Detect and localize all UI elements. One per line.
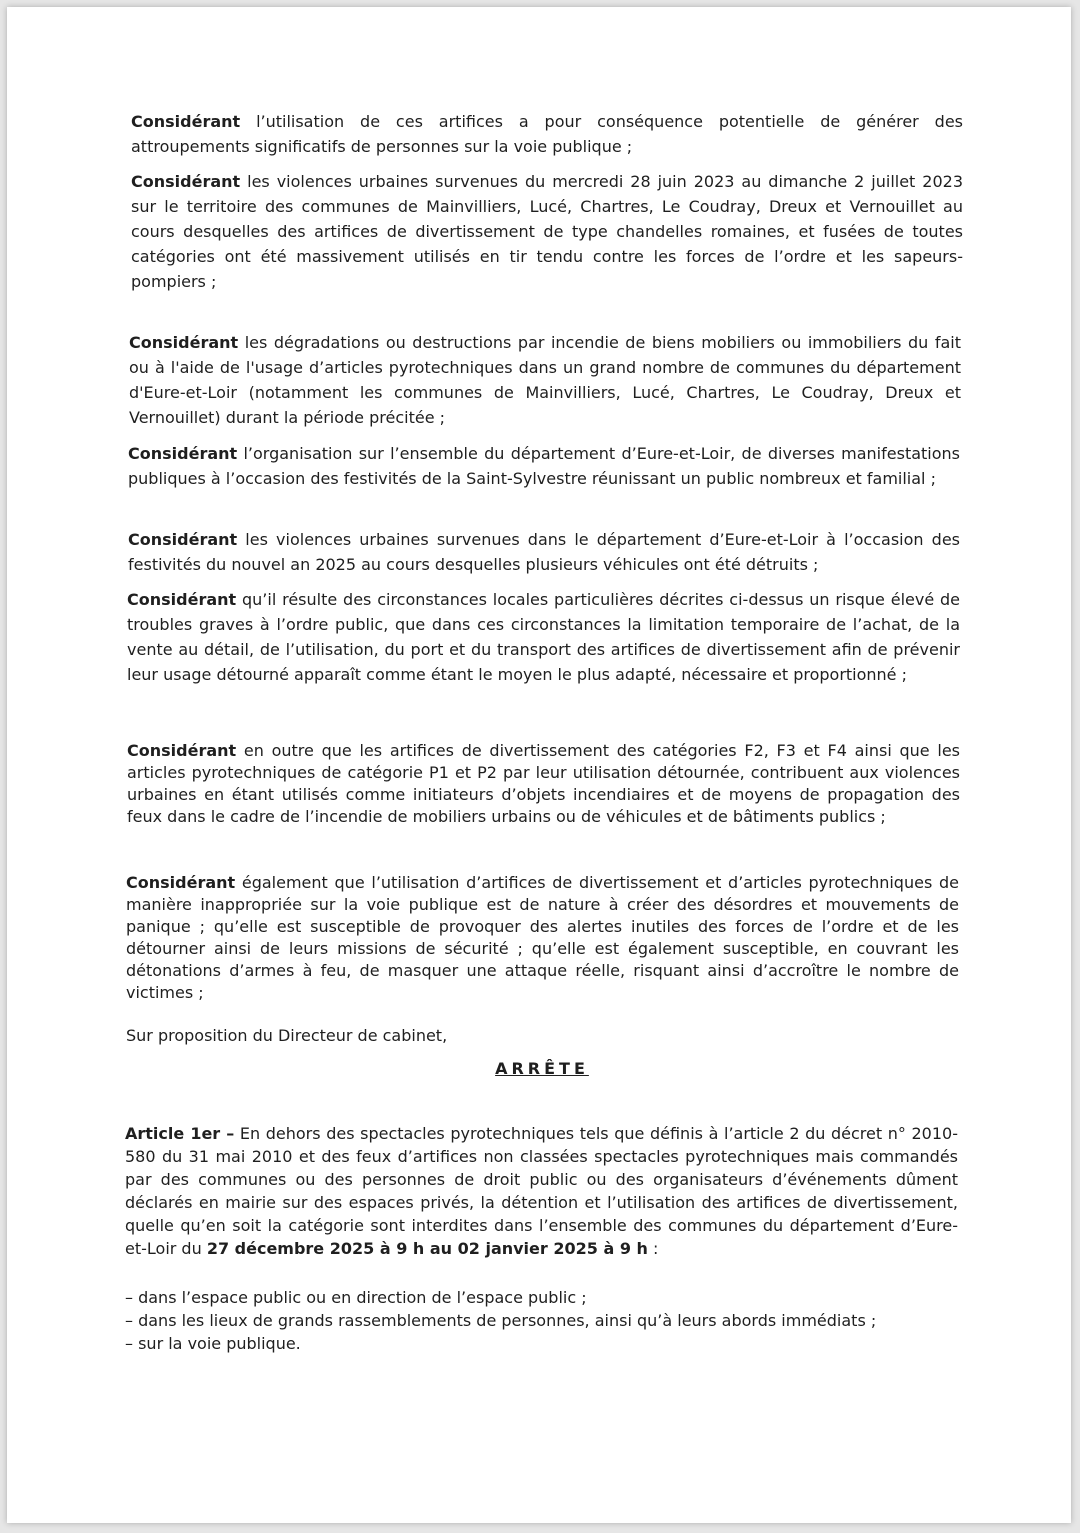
- paragraph-text: qu’il résulte des circonstances locales particulières décrites ci-dessus un risque élevé de troubles graves à l’ordre public, que dans ces circonstances la limitation temporaire de l’achat, de la vente au détail, de l’utilisation, du port et du transport des artifices de divertissement afin de prévenir leur usage détourné apparaît comme étant le moyen le plus adapté, nécessaire et proportionné ;: [127, 590, 960, 684]
- paragraph-considerant-4: [128, 441, 960, 491]
- considerant-label: Considérant: [127, 741, 237, 760]
- arrete-heading: ARRÊTE: [495, 1059, 589, 1078]
- paragraph-considerant-7: [127, 740, 960, 828]
- paragraph-text: également que l’utilisation d’artifices de divertissement et d’articles pyrotechniques de manière inappropriée sur la voie publique est de nature à créer des désordres et mouvements de panique ; qu’elle est susceptible de provoquer des alertes inutiles des forces de l’ordre et de les détourner ainsi de leurs missions de sécurité ; qu’elle est également susceptible, en couvrant les détonations d’armes à feu, de masquer une attaque réelle, risquant ainsi d’accroître le nombre de victimes ;: [126, 873, 959, 1002]
- paragraph-considerant-2: [131, 169, 963, 294]
- considerant-label: Considérant: [128, 530, 238, 549]
- considerant-label: Considérant: [127, 590, 237, 609]
- paragraph-considerant-8: [126, 872, 959, 1004]
- paragraph-text: les violences urbaines survenues dans le département d’Eure-et-Loir à l’occasion des festivités du nouvel an 2025 au cours desquelles plusieurs véhicules ont été détruits ;: [128, 530, 960, 574]
- paragraph-text: en outre que les artifices de divertissement des catégories F2, F3 et F4 ainsi que les articles pyrotechniques de catégorie P1 et P2 par leur utilisation détournée, contribuent aux violences urbaines en étant utilisés comme initiateurs d’objets incendiaires et de moyens de propagation des feux dans le cadre de l’incendie de mobiliers urbains ou de véhicules et de bâtiments publics ;: [127, 741, 960, 826]
- article-dates: 27 décembre 2025 à 9 h au 02 janvier 2025 à 9 h: [206, 1239, 648, 1258]
- proposition-text: Sur proposition du Directeur de cabinet,: [126, 1026, 448, 1045]
- proposition-line: [126, 1025, 959, 1047]
- restriction-list: [125, 1286, 958, 1355]
- paragraph-text: les violences urbaines survenues du mercredi 28 juin 2023 au dimanche 2 juillet 2023 sur le territoire des communes de Mainvilliers, Lucé, Chartres, Le Coudray, Dreux et Vernouillet au cours desquelles des artifices de divertissement de type chandelles romaines, et fusées de toutes catégories ont été massivement utilisés en tir tendu contre les forces de l’ordre et les sapeurs-pompiers ;: [131, 172, 963, 291]
- article-1: [125, 1122, 958, 1260]
- paragraph-text: l’utilisation de ces artifices a pour conséquence potentielle de générer des attroupements significatifs de personnes sur la voie publique ;: [131, 112, 963, 156]
- considerant-label: Considérant: [128, 444, 238, 463]
- list-item: – dans l’espace public ou en direction de l’espace public ;: [125, 1288, 587, 1307]
- paragraph-considerant-1: [131, 109, 963, 159]
- considerant-label: Considérant: [131, 112, 241, 131]
- list-item: – sur la voie publique.: [125, 1334, 301, 1353]
- paragraph-considerant-5: [128, 527, 960, 577]
- paragraph-text: les dégradations ou destructions par incendie de biens mobiliers ou immobiliers du fait ou à l'aide de l'usage d’articles pyrotechniques dans un grand nombre de communes du département d'Eure-et-Loir (notamment les communes de Mainvilliers, Lucé, Chartres, Le Coudray, Dreux et Vernouillet) durant la période précitée ;: [129, 333, 961, 427]
- article-label: Article 1er –: [125, 1124, 235, 1143]
- paragraph-considerant-3: [129, 330, 961, 430]
- considerant-label: Considérant: [131, 172, 241, 191]
- considerant-label: Considérant: [129, 333, 239, 352]
- paragraph-text: l’organisation sur l’ensemble du département d’Eure-et-Loir, de diverses manifestations publiques à l’occasion des festivités de la Saint-Sylvestre réunissant un public nombreux et familial ;: [128, 444, 960, 488]
- list-item: – dans les lieux de grands rassemblements de personnes, ainsi qu’à leurs abords immédiats ;: [125, 1311, 877, 1330]
- article-text: En dehors des spectacles pyrotechniques tels que définis à l’article 2 du décret n° 2010-580 du 31 mai 2010 et des feux d’artifices non classées spectacles pyrotechniques mais commandés par des communes ou des personnes de droit public ou des organisateurs d’événements dûment déclarés en mairie sur des espaces privés, la détention et l’utilisation des artifices de divertissement, quelle qu’en soit la catégorie sont interdites dans l’ensemble des communes du département d’Eure-et-Loir du: [125, 1124, 958, 1258]
- considerant-label: Considérant: [126, 873, 236, 892]
- article-tail: :: [647, 1239, 659, 1258]
- paragraph-considerant-6: [127, 587, 960, 687]
